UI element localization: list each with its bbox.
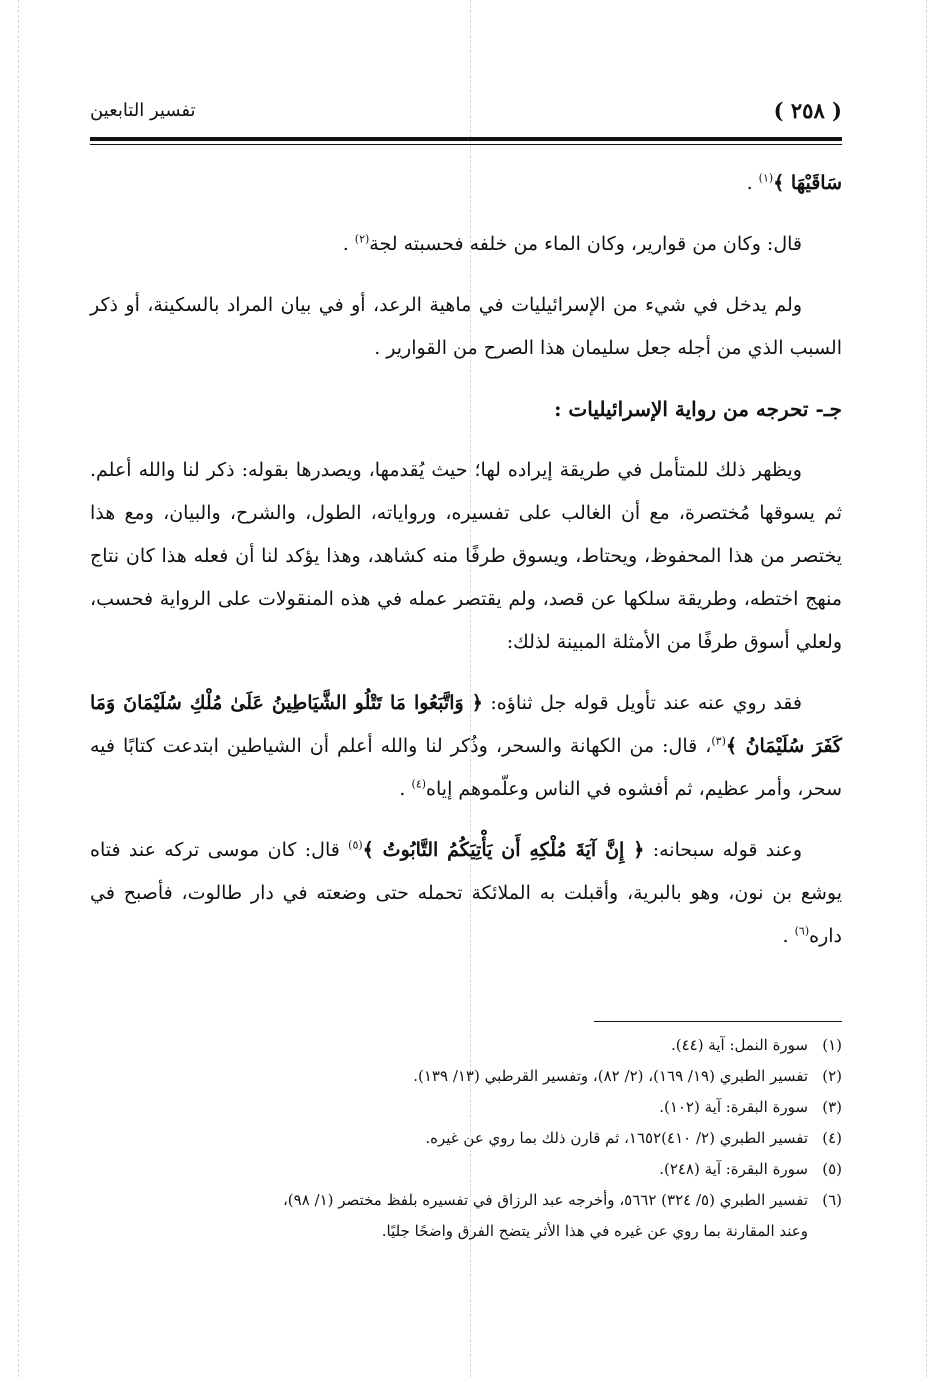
footnote-ref-1[interactable]: (١) [758,171,774,185]
footnote-number: (٥) [822,1160,842,1178]
quran-verse-1: سَاقَيْهَا ﴾ [773,172,842,194]
footnote-text: تفسير الطبري (٢/ ٤١٠)١٦٥٢، ثم قارن ذلك بما روي عن غيره. [425,1129,808,1147]
footnote-5 [90,1154,842,1185]
quran-verse-3: ﴿ إِنَّ آيَةَ مُلْكِهِ أَن يَأْتِيَكُمُ التَّابُوتُ ﴾ [362,839,645,861]
paragraph-6-text: قال: كان موسى تركه عند فتاه يوشع بن نون، وهو بالبرية، وأقبلت به الملائكة تحمله حتى وضعته في دار طالوت، فأصبح في داره [90,839,842,947]
punctuation: . [782,925,795,947]
footnote-number: (٣) [822,1098,842,1116]
paragraph-1 [90,162,842,205]
footnote-ref-6[interactable]: (٦) [794,924,810,938]
footnote-text: سورة البقرة: آية (٢٤٨). [659,1160,808,1178]
footnote-3 [90,1092,842,1123]
footnote-text: تفسير الطبري (١٩/ ١٦٩)، (٢/ ٨٢)، وتفسير القرطبي (١٣/ ١٣٩). [413,1067,808,1085]
quran-verse-2: ﴿ وَاتَّبَعُوا مَا تَتْلُو الشَّيَاطِينُ عَلَىٰ مُلْكِ سُلَيْمَانَ وَمَا كَفَرَ سُلَيْمَانُ ﴾ [90,692,842,757]
header-rule-thick [90,137,842,141]
running-title: تفسير التابعين [90,100,196,121]
paragraph-4: ويظهر ذلك للمتأمل في طريقة إيراده لها؛ حيث يُقدمها، ويصدرها بقوله: ذكر لنا والله أعلم. ثم يسوقها مُختصرة، مع أن الغالب على تفسيره، ورواياته، الطول، والشرح، والبيان، ومع هذا يختصر من هذا المحفوظ، ويحتاط، ويسوق طرفًا منه كشاهد، وهذا يؤكد لنا أن فعله هذا كان نتاج منهج اختطه، وطريقة سلكها عن قصد، ولم يقتصر عمله في هذه المنقولات على الرواية فحسب، ولعلي أسوق طرفًا من الأمثلة المبينة لذلك: [90,459,842,653]
footnote-text: تفسير الطبري (٥/ ٣٢٤) ٥٦٦٢، وأخرجه عبد الرزاق في تفسيره بلفظ مختصر (١/ ٩٨)، [282,1191,808,1209]
footnote-ref-3[interactable]: (٣) [711,734,726,748]
footnote-1 [90,1030,842,1061]
scan-guide-right [926,0,927,1377]
footnote-number: (١) [822,1036,842,1054]
punctuation: . [746,172,759,194]
paragraph-6-intro: وعند قوله سبحانه: [644,839,803,861]
page-number: ( ٢٥٨ ) [773,98,842,123]
footnote-6-continuation: وعند المقارنة بما روي عن غيره في هذا الأثر يتضح الفرق واضحًا جليًا. [381,1222,808,1240]
paragraph-5-intro: فقد روي عنه عند تأويل قوله جل ثناؤه: [482,692,802,714]
paragraph-5 [90,682,842,811]
footnotes [90,1030,842,1247]
footnote-ref-2[interactable]: (٢) [354,232,370,246]
footnote-text: سورة النمل: آية (٤٤). [670,1036,808,1054]
paragraph-2 [90,223,842,266]
paragraph-2-text: قال: وكان من قوارير، وكان الماء من خلفه فحسبته لجة [369,233,802,255]
footnote-2 [90,1061,842,1092]
footnote-number: (٢) [822,1067,842,1085]
paragraph-3: ولم يدخل في شيء من الإسرائيليات في ماهية الرعد، أو في بيان المراد بالسكينة، أو ذكر السبب الذي من أجله جعل سليمان هذا الصرح من القوارير . [90,294,842,359]
page-header [90,98,842,128]
scan-guide-left [18,0,19,1377]
section-heading: جـ- تحرجه من رواية الإسرائيليات : [554,397,842,421]
footnote-4 [90,1123,842,1154]
footnote-ref-5[interactable]: (٥) [348,838,363,852]
footnote-separator [594,1021,842,1022]
footnote-6 [90,1185,842,1216]
footnote-text: سورة البقرة: آية (١٠٢). [659,1098,808,1116]
header-rule-thin [90,144,842,145]
punctuation: . [399,778,412,800]
main-text [90,162,842,976]
paragraph-6 [90,829,842,958]
footnote-number: (٦) [822,1191,842,1209]
punctuation: . [342,233,355,255]
paragraph-5-text: ، قال: من الكهانة والسحر، وذُكر لنا والله أعلم أن الشياطين ابتدعت كتابًا فيه سحر، وأمر عظيم، ثم أفشوه في الناس وعلّموهم إياه [90,735,842,800]
footnote-number: (٤) [822,1129,842,1147]
footnote-ref-4[interactable]: (٤) [411,777,427,791]
